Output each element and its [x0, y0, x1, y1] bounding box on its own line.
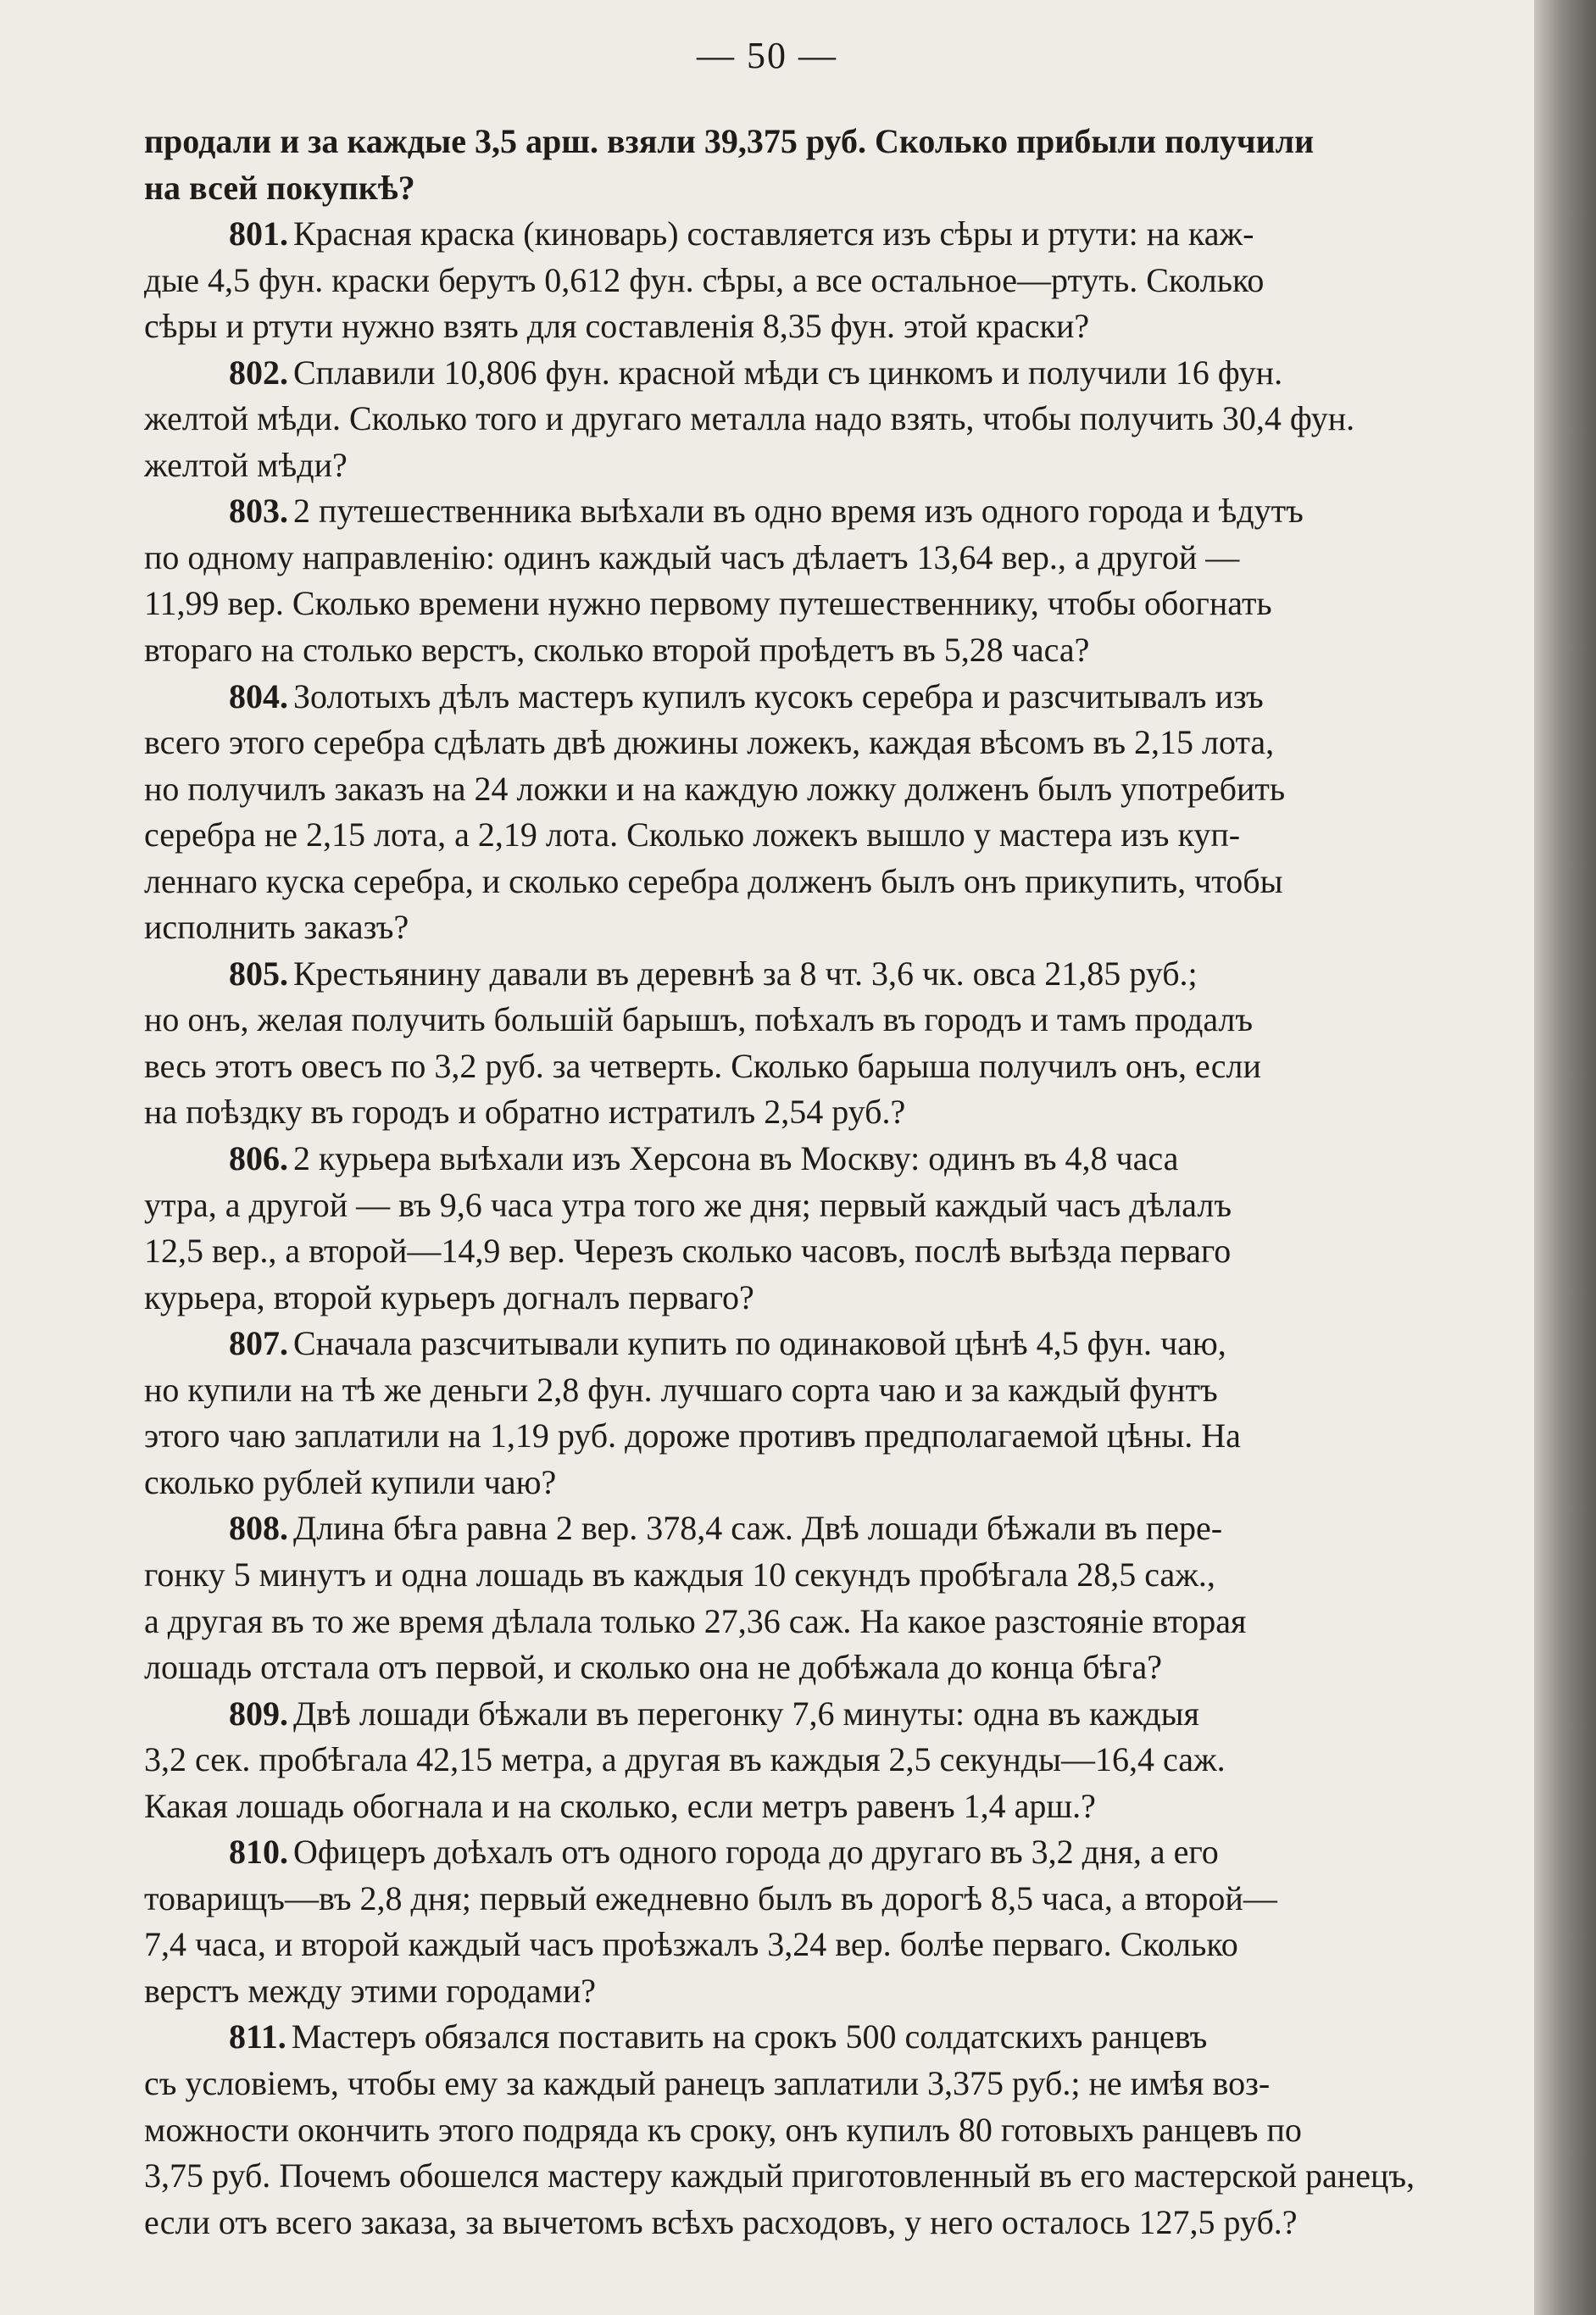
book-spine-edge — [1534, 0, 1596, 2315]
line-text: желтой мѣди. Сколько того и другаго металла надо взять, чтобы получить 30,4 фун. — [144, 399, 1355, 438]
problem-start-line — [144, 488, 1483, 535]
line-text: сѣры и ртути нужно взять для составленія 8,35 фун. этой краски? — [144, 307, 1090, 346]
problem-number: 810. — [229, 1833, 288, 1872]
line-text: если отъ всего заказа, за вычетомъ всѣхъ расходовъ, у него осталось 127,5 руб.? — [144, 2202, 1298, 2241]
line-text: желтой мѣди? — [144, 445, 348, 484]
line-text: гонку 5 минутъ и одна лошадь въ каждыя 10 секундъ пробѣгала 28,5 саж., — [144, 1555, 1215, 1594]
line-text: верстъ между этими городами? — [144, 1971, 596, 2010]
problem-start-line — [144, 1505, 1483, 1552]
text-line — [144, 1784, 1483, 1830]
text-line — [144, 812, 1483, 859]
text-line — [144, 1460, 1483, 1506]
text-line — [144, 859, 1483, 905]
line-text: 7,4 часа, и второй каждый часъ проѣзжалъ 3,24 вер. болѣе перваго. Сколько — [144, 1925, 1238, 1964]
problem-start-line — [144, 211, 1483, 258]
text-line — [144, 1043, 1483, 1090]
line-text: леннаго куска серебра, и сколько серебра долженъ былъ онъ прикупить, чтобы — [144, 861, 1283, 900]
line-text: утра, а другой — въ 9,6 часа утра того же дня; первый каждый часъ дѣлалъ — [144, 1185, 1232, 1224]
text-line — [144, 1413, 1483, 1460]
line-text: но онъ, желая получить большій барышъ, поѣхалъ въ городъ и тамъ продалъ — [144, 1000, 1254, 1039]
line-text: сколько рублей купили чаю? — [144, 1462, 557, 1501]
text-line — [144, 1737, 1483, 1784]
text-line — [144, 720, 1483, 766]
line-text: серебра не 2,15 лота, а 2,19 лота. Сколько ложекъ вышло у мастера изъ куп- — [144, 815, 1241, 854]
problem-text — [144, 119, 1483, 2245]
text-line — [144, 766, 1483, 813]
line-text: можности окончить этого подряда къ сроку, онъ купилъ 80 готовыхъ ранцевъ по — [144, 2110, 1302, 2149]
line-text: Какая лошадь обогнала и на сколько, если метръ равенъ 1,4 арш.? — [144, 1786, 1096, 1825]
text-line — [144, 535, 1483, 582]
line-text: съ условіемъ, чтобы ему за каждый ранецъ заплатили 3,375 руб.; не имѣя воз- — [144, 2063, 1271, 2102]
text-line — [144, 904, 1483, 951]
problem-number: 805. — [229, 954, 288, 993]
problem-start-line — [144, 1829, 1483, 1876]
text-line — [144, 165, 1483, 212]
text-line — [144, 1228, 1483, 1275]
problem-start-line — [144, 951, 1483, 998]
problem-start-line — [144, 1691, 1483, 1738]
problem-number: 808. — [229, 1509, 288, 1548]
problem-number: 806. — [229, 1139, 288, 1178]
text-line — [144, 119, 1483, 165]
line-text: Офицеръ доѣхалъ отъ одного города до другаго въ 3,2 дня, а его — [293, 1833, 1219, 1872]
line-text: Золотыхъ дѣлъ мастеръ купилъ кусокъ серебра и разсчитывалъ изъ — [293, 676, 1264, 715]
line-text: Сплавили 10,806 фун. красной мѣди съ цинкомъ и получили 16 фун. — [293, 353, 1283, 392]
line-text: этого чаю заплатили на 1,19 руб. дороже противъ предполагаемой цѣны. На — [144, 1416, 1241, 1455]
line-text: Двѣ лошади бѣжали въ перегонку 7,6 минуты: одна въ каждыя — [293, 1694, 1199, 1733]
text-line — [144, 2200, 1483, 2246]
problem-start-line — [144, 1136, 1483, 1183]
line-text: но получилъ заказъ на 24 ложки и на каждую ложку долженъ былъ употребить — [144, 769, 1286, 808]
text-line — [144, 1089, 1483, 1136]
line-text: курьера, второй курьеръ догналъ перваго? — [144, 1277, 754, 1316]
line-text: продали и за каждые 3,5 арш. взяли 39,375 руб. Сколько прибыли получили — [144, 122, 1315, 160]
text-line — [144, 258, 1483, 304]
problem-start-line — [144, 674, 1483, 721]
text-line — [144, 1367, 1483, 1414]
line-text: всего этого серебра сдѣлать двѣ дюжины ложекъ, каждая вѣсомъ въ 2,15 лота, — [144, 723, 1275, 762]
line-text: но купили на тѣ же деньги 2,8 фун. лучшаго сорта чаю и за каждый фунтъ — [144, 1370, 1218, 1409]
line-text: по одному направленію: одинъ каждый часъ дѣлаетъ 13,64 вер., а другой — — [144, 537, 1240, 576]
text-line — [144, 2107, 1483, 2154]
line-text: а другая въ то же время дѣлала только 27,36 саж. На какое разстояніе вторая — [144, 1601, 1247, 1640]
line-text: 12,5 вер., а второй—14,9 вер. Черезъ сколько часовъ, послѣ выѣзда перваго — [144, 1232, 1232, 1271]
text-line — [144, 1876, 1483, 1923]
line-text: исполнить заказъ? — [144, 908, 409, 947]
line-text: Сначала разсчитывали купить по одинаковой цѣнѣ 4,5 фун. чаю, — [293, 1324, 1226, 1363]
problem-number: 802. — [229, 353, 288, 392]
problem-number: 803. — [229, 492, 288, 531]
text-line — [144, 2061, 1483, 2107]
text-line — [144, 1183, 1483, 1229]
text-line — [144, 581, 1483, 627]
line-text: 3,75 руб. Почемъ обошелся мастеру каждый приготовленный въ его мастерской ранецъ, — [144, 2156, 1415, 2195]
line-text: лошадь отстала отъ первой, и сколько она не добѣжала до конца бѣга? — [144, 1648, 1163, 1687]
text-line — [144, 442, 1483, 489]
line-text: 2 курьера выѣхали изъ Херсона въ Москву: одинъ въ 4,8 часа — [293, 1139, 1179, 1178]
line-text: Красная краска (киноварь) составляется изъ сѣры и ртути: на каж- — [293, 214, 1254, 253]
problem-number: 809. — [229, 1694, 288, 1733]
page-number: — 50 — — [697, 35, 837, 76]
text-line — [144, 2153, 1483, 2200]
problem-start-line — [144, 2014, 1483, 2061]
text-line — [144, 627, 1483, 674]
problem-number: 811. — [229, 2017, 286, 2056]
problem-number: 801. — [229, 214, 288, 253]
line-text: Мастеръ обязался поставить на срокъ 500 солдатскихъ ранцевъ — [291, 2017, 1208, 2056]
problem-start-line — [144, 350, 1483, 397]
line-text: весь этотъ овесъ по 3,2 руб. за четверть. Сколько барыша получилъ онъ, если — [144, 1046, 1261, 1085]
line-text: Длина бѣга равна 2 вер. 378,4 саж. Двѣ лошади бѣжали въ пере- — [293, 1509, 1223, 1548]
line-text: втораго на столько верстъ, сколько второй проѣдетъ въ 5,28 часа? — [144, 631, 1090, 670]
text-line — [144, 1644, 1483, 1691]
line-text: товарищъ—въ 2,8 дня; первый ежедневно былъ въ дорогѣ 8,5 часа, а второй— — [144, 1878, 1277, 1917]
line-text: 2 путешественника выѣхали въ одно время изъ одного города и ѣдутъ — [293, 492, 1304, 531]
text-line — [144, 1552, 1483, 1599]
text-line — [144, 303, 1483, 350]
line-text: 11,99 вер. Сколько времени нужно первому путешественнику, чтобы обогнать — [144, 584, 1272, 623]
line-text: 3,2 сек. пробѣгала 42,15 метра, а другая въ каждыя 2,5 секунды—16,4 саж. — [144, 1740, 1226, 1779]
text-line — [144, 396, 1483, 442]
problem-number: 804. — [229, 676, 288, 715]
line-text: Крестьянину давали въ деревнѣ за 8 чт. 3,6 чк. овса 21,85 руб.; — [293, 954, 1198, 993]
text-line — [144, 1922, 1483, 1968]
text-line — [144, 997, 1483, 1043]
line-text: дые 4,5 фун. краски берутъ 0,612 фун. сѣры, а все остальное—ртуть. Сколько — [144, 260, 1265, 299]
text-line — [144, 1968, 1483, 2015]
text-line — [144, 1275, 1483, 1322]
line-text: на всей покупкѣ? — [144, 168, 415, 207]
line-text: на поѣздку въ городъ и обратно истратилъ 2,54 руб.? — [144, 1093, 906, 1132]
problem-start-line — [144, 1321, 1483, 1367]
problem-number: 807. — [229, 1324, 288, 1363]
text-line — [144, 1599, 1483, 1645]
